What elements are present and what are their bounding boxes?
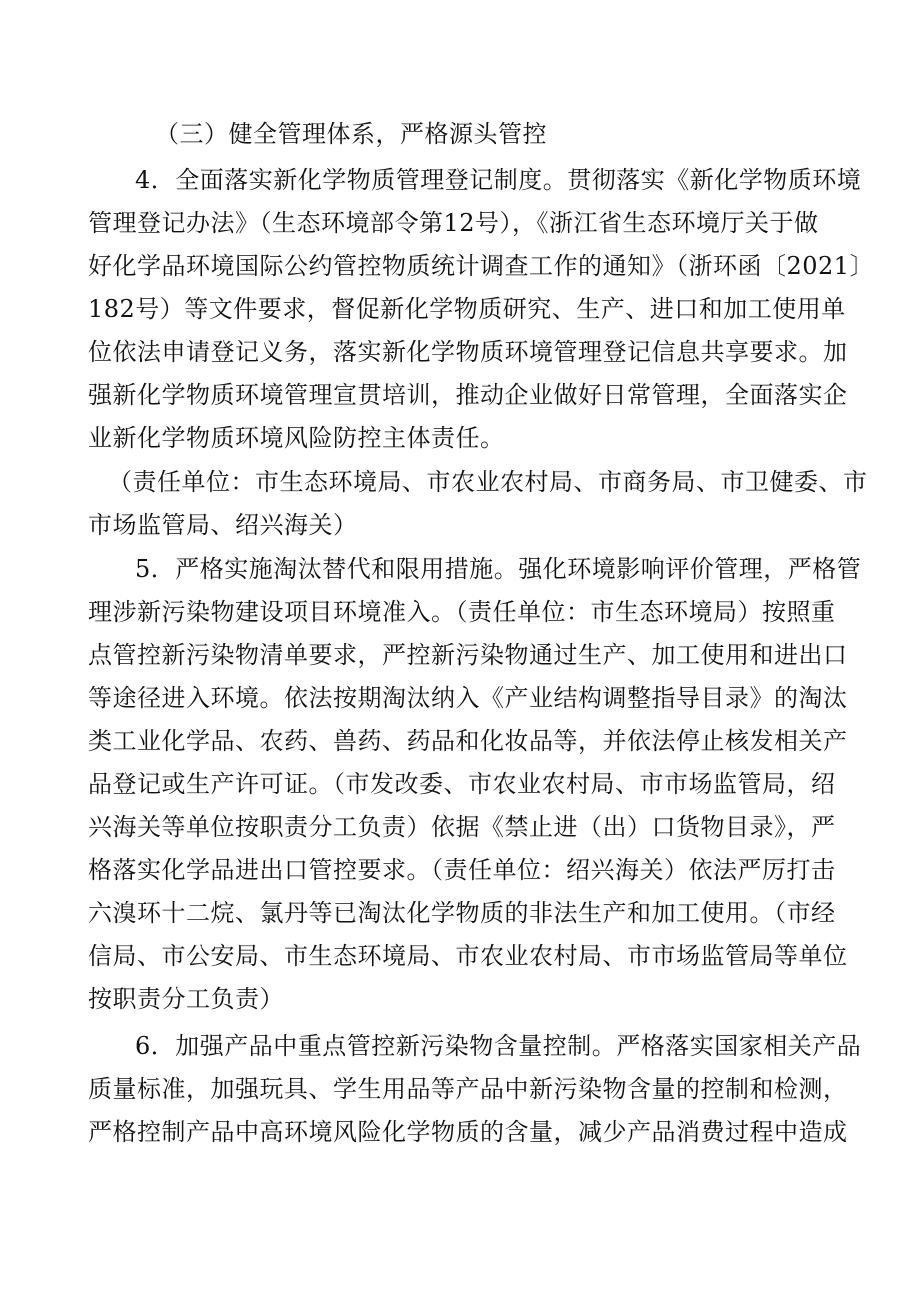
- paragraph-4-line-7: 业新化学物质环境风险防控主体责任。: [88, 424, 505, 452]
- paragraph-6-line-2: 质量标准，加强玩具、学生用品等产品中新污染物含量的控制和检测，: [88, 1075, 848, 1103]
- paragraph-5-line-7: 兴海关等单位按职责分工负责）依据《禁止进（出）口货物目录》，严: [88, 813, 836, 841]
- responsibility-line-2: 市场监管局、绍兴海关）: [88, 511, 358, 539]
- section-heading: （三）健全管理体系，严格源头管控: [155, 120, 547, 148]
- paragraph-5-line-5: 类工业化学品、农药、兽药、药品和化妆品等，并依法停止核发相关产: [88, 727, 848, 755]
- paragraph-6-line-1: 6．加强产品中重点管控新污染物含量控制。严格落实国家相关产品: [135, 1032, 862, 1060]
- paragraph-5-line-2: 理涉新污染物建设项目环境准入。（责任单位：市生态环境局）按照重: [88, 598, 836, 626]
- paragraph-4-line-6: 强新化学物质环境管理宣贯培训，推动企业做好日常管理，全面落实企: [88, 381, 848, 409]
- paragraph-4-line-2: 管理登记办法》（生态环境部令第12号），《浙江省生态环境厅关于做: [88, 209, 819, 237]
- paragraph-5-line-4: 等途径进入环境。依法按期淘汰纳入《产业结构调整指导目录》的淘汰: [88, 684, 848, 712]
- paragraph-4-line-5: 位依法申请登记义务，落实新化学物质环境管理登记信息共享要求。加: [88, 338, 848, 366]
- paragraph-4-line-3: 好化学品环境国际公约管控物质统计调查工作的通知》（浙环函〔2021〕: [88, 252, 875, 280]
- paragraph-5-line-3: 点管控新污染物清单要求，严控新污染物通过生产、加工使用和进出口: [88, 641, 848, 669]
- paragraph-4-line-4: 182号）等文件要求，督促新化学物质研究、生产、进口和加工使用单: [88, 295, 846, 323]
- paragraph-5-line-8: 格落实化学品进出口管控要求。（责任单位：绍兴海关）依法严厉打击: [88, 856, 836, 884]
- paragraph-5-line-9: 六溴环十二烷、氯丹等已淘汰化学物质的非法生产和加工使用。（市经: [88, 899, 836, 927]
- paragraph-5-line-11: 按职责分工负责）: [88, 985, 284, 1013]
- paragraph-4-line-1: 4．全面落实新化学物质管理登记制度。贯彻落实《新化学物质环境: [135, 166, 862, 194]
- paragraph-5-line-10: 信局、市公安局、市生态环境局、市农业农村局、市市场监管局等单位: [88, 942, 848, 970]
- paragraph-5-line-6: 品登记或生产许可证。（市发改委、市农业农村局、市市场监管局，绍: [88, 770, 836, 798]
- paragraph-5-line-1: 5．严格实施淘汰替代和限用措施。强化环境影响评价管理，严格管: [135, 555, 862, 583]
- paragraph-6-line-3: 严格控制产品中高环境风险化学物质的含量，减少产品消费过程中造成: [88, 1118, 848, 1146]
- responsibility-line-1: （责任单位：市生态环境局、市农业农村局、市商务局、市卫健委、市: [108, 468, 868, 496]
